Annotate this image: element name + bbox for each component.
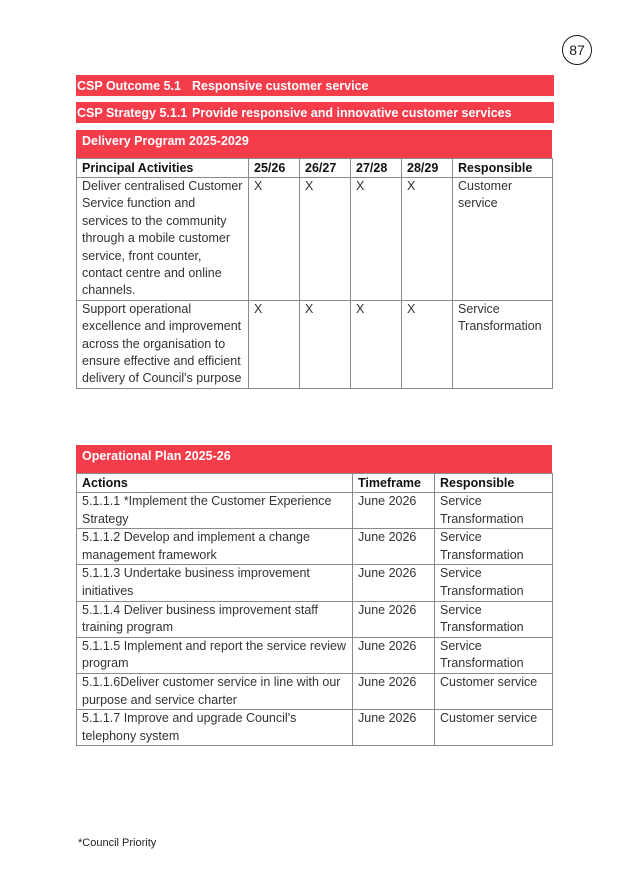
column-header: 27/28 xyxy=(351,159,402,178)
outcome-code: CSP Outcome 5.1 xyxy=(77,78,181,93)
delivery-program-title: Delivery Program 2025-2029 xyxy=(76,130,552,158)
csp-strategy-bar xyxy=(76,102,554,123)
column-header: 28/29 xyxy=(402,159,453,178)
table-row xyxy=(77,493,553,529)
page-number: 87 xyxy=(562,35,592,65)
responsible-cell: Service Transformation xyxy=(435,565,553,601)
table-header-row xyxy=(77,474,553,493)
action-cell: 5.1.1.2 Develop and implement a change management framework xyxy=(77,529,353,565)
table-row xyxy=(77,178,553,301)
timeframe-cell: June 2026 xyxy=(353,565,435,601)
action-cell: 5.1.1.7 Improve and upgrade Council's telephony system xyxy=(77,710,353,746)
responsible-cell: Service Transformation xyxy=(435,529,553,565)
action-cell: 5.1.1.6Deliver customer service in line with our purpose and service charter xyxy=(77,673,353,709)
action-cell: 5.1.1.4 Deliver business improvement staff training program xyxy=(77,601,353,637)
operational-plan-table xyxy=(76,473,553,746)
activity-cell: Support operational excellence and improvement across the organisation to ensure effective and efficient delivery of Council's purpose xyxy=(77,300,249,388)
year-mark: X xyxy=(351,300,402,388)
strategy-title: Provide responsive and innovative customer services xyxy=(192,105,512,120)
column-header: Timeframe xyxy=(353,474,435,493)
outcome-title: Responsive customer service xyxy=(192,78,369,93)
timeframe-cell: June 2026 xyxy=(353,710,435,746)
column-header: 26/27 xyxy=(300,159,351,178)
table-row xyxy=(77,300,553,388)
delivery-program-section xyxy=(76,130,552,389)
timeframe-cell: June 2026 xyxy=(353,673,435,709)
timeframe-cell: June 2026 xyxy=(353,493,435,529)
csp-outcome-bar xyxy=(76,75,554,96)
timeframe-cell: June 2026 xyxy=(353,637,435,673)
table-row xyxy=(77,673,553,709)
timeframe-cell: June 2026 xyxy=(353,529,435,565)
column-header: Responsible xyxy=(435,474,553,493)
responsible-cell: Service Transformation xyxy=(435,493,553,529)
year-mark: X xyxy=(300,178,351,301)
column-header: Actions xyxy=(77,474,353,493)
year-mark: X xyxy=(249,300,300,388)
year-mark: X xyxy=(300,300,351,388)
table-row xyxy=(77,710,553,746)
column-header: Responsible xyxy=(453,159,553,178)
year-mark: X xyxy=(351,178,402,301)
action-cell: 5.1.1.1 *Implement the Customer Experience Strategy xyxy=(77,493,353,529)
column-header: 25/26 xyxy=(249,159,300,178)
operational-plan-section xyxy=(76,445,552,746)
table-row xyxy=(77,565,553,601)
responsible-cell: Service Transformation xyxy=(453,300,553,388)
column-header: Principal Activities xyxy=(77,159,249,178)
table-row xyxy=(77,637,553,673)
activity-cell: Deliver centralised Customer Service function and services to the community through a mobile customer service, front counter, contact centre and online channels. xyxy=(77,178,249,301)
responsible-cell: Customer service xyxy=(435,673,553,709)
table-header-row xyxy=(77,159,553,178)
responsible-cell: Service Transformation xyxy=(435,637,553,673)
responsible-cell: Customer service xyxy=(435,710,553,746)
strategy-code: CSP Strategy 5.1.1 xyxy=(77,105,188,120)
action-cell: 5.1.1.3 Undertake business improvement initiatives xyxy=(77,565,353,601)
year-mark: X xyxy=(402,300,453,388)
action-cell: 5.1.1.5 Implement and report the service review program xyxy=(77,637,353,673)
timeframe-cell: June 2026 xyxy=(353,601,435,637)
year-mark: X xyxy=(249,178,300,301)
responsible-cell: Customer service xyxy=(453,178,553,301)
delivery-program-table xyxy=(76,158,553,389)
footnote-council-priority: *Council Priority xyxy=(78,837,157,849)
year-mark: X xyxy=(402,178,453,301)
responsible-cell: Service Transformation xyxy=(435,601,553,637)
table-row xyxy=(77,601,553,637)
table-row xyxy=(77,529,553,565)
operational-plan-title: Operational Plan 2025-26 xyxy=(76,445,552,473)
